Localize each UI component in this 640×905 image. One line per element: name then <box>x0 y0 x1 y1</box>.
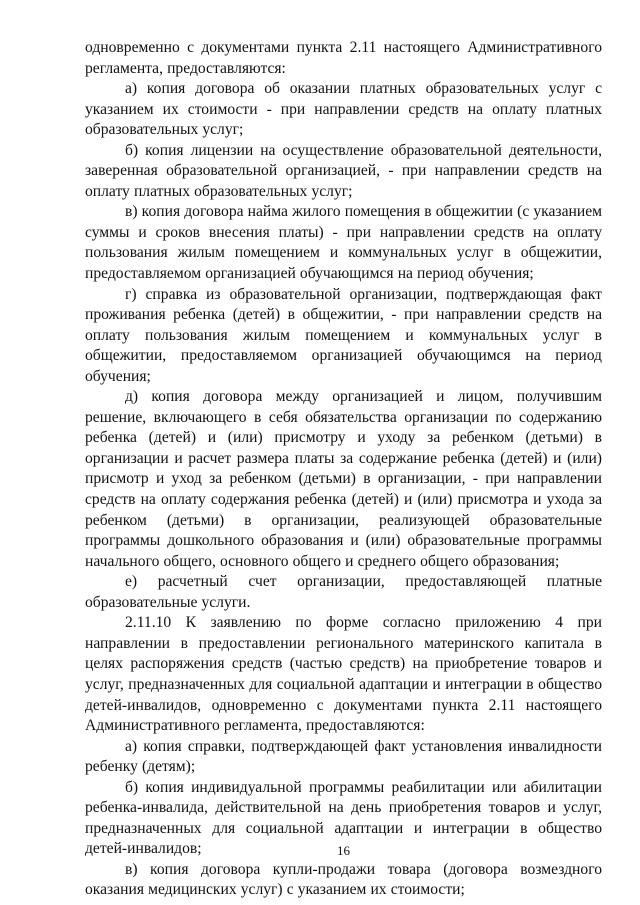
paragraph: а) копия справки, подтверждающей факт установления инвалидности ребенку (детям); <box>85 737 602 776</box>
paragraph: б) копия индивидуальной программы реабилитации или абилитации ребенка-инвалида, действительной на день приобретения товаров и услуг, предназначенных для социальной адаптации и интеграции в общество детей-инвалидов; <box>85 778 602 858</box>
paragraph: одновременно с документами пункта 2.11 настоящего Административного регламента, предоставляются: <box>85 39 602 77</box>
paragraph: б) копия лицензии на осуществление образовательной деятельности, заверенная образовательной организацией, - при направлении средств на оплату платных образовательных услуг; <box>85 141 602 200</box>
paragraph: д) копия договора между организацией и лицом, получившим решение, включающего в себя обязательства организации по содержанию ребенка (детей) и (или) присмотру и уходу за ребенком (детьми) в организации и расчет размера платы за содержание ребенка (детей) и (или) присмотр и уход за ребенком (детьми) в организации, - при направлении средств на оплату содержания ребенка (детей) и (или) присмотра и ухода за ребенком (детьми) в организации, реализующей образовательные программы дошкольного образования и (или) образовательные программы начального общего, основного общего и среднего общего образования; <box>85 388 602 570</box>
document-body <box>85 38 602 901</box>
page-number: 16 <box>337 843 350 858</box>
paragraph: е) расчетный счет организации, предоставляющей платные образовательные услуги. <box>85 573 602 611</box>
paragraph: в) копия договора купли-продажи товара (договора возмездного оказания медицинских услуг) с указанием их стоимости; <box>85 860 602 899</box>
paragraph: в) копия договора найма жилого помещения в общежитии (с указанием суммы и сроков внесения платы) - при направлении средств на оплату пользования жилым помещением и коммунальных услуг в общежитии, предоставляемом организацией обучающимся на период обучения; <box>85 203 602 283</box>
paragraph: а) копия договора об оказании платных образовательных услуг с указанием их стоимости - при направлении средств на оплату платных образовательных услуг; <box>85 80 602 139</box>
paragraph: г) справка из образовательной организации, подтверждающая факт проживания ребенка (детей) в общежитии, - при направлении средств на оплату пользования жилым помещением и коммунальных услуг в общежитии, предоставляемом организацией обучающимся на период обучения; <box>85 285 602 385</box>
paragraph: 2.11.10 К заявлению по форме согласно приложению 4 при направлении в предоставлении регионального материнского капитала в целях распоряжения средств (частью средств) на приобретение товаров и услуг, предназначенных для социальной адаптации и интеграции в общество детей-инвалидов, одновременно с документами пункта 2.11 настоящего Административного регламента, предоставляются: <box>85 614 602 735</box>
